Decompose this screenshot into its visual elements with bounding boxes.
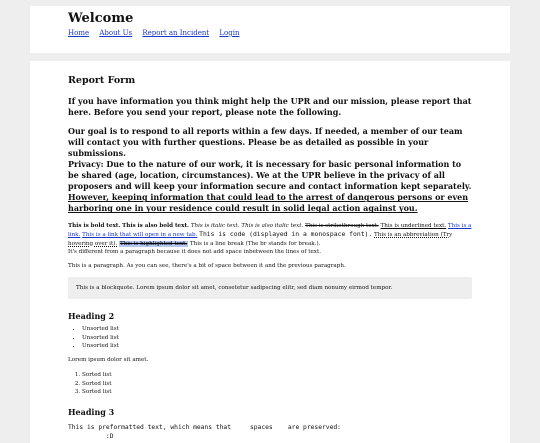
pre-line: :D bbox=[68, 433, 114, 441]
list-item: 2. Sorted list bbox=[82, 380, 472, 389]
goal-text: Our goal is to respond to all reports within a few days. If needed, a member of our team will contact you with further questions. Please be as detailed as possible in your submissions. bbox=[68, 126, 463, 159]
pre-line: This is preformatted text, which means that spaces are preserved: bbox=[68, 423, 341, 431]
also-bold-text: This is also bold text. bbox=[122, 223, 189, 230]
privacy-text: Privacy: Due to the nature of our work, it is necessary for basic personal information to be shared (age, location, circumstances). We at the UPR believe in the privacy of all proposers and will keep your information secure and contact information kept separately. bbox=[68, 159, 472, 192]
list-item: 1. Sorted list bbox=[82, 371, 472, 380]
list-item: • Unsorted list bbox=[82, 325, 472, 334]
report-form-card bbox=[30, 61, 510, 443]
intro-text: If you have information you think might help the UPR and our mission, please report that here. Before you send your report, please note the following. bbox=[68, 96, 472, 118]
lorem-text: Lorem ipsum dolor sit amet. bbox=[68, 356, 149, 363]
unsorted-list bbox=[68, 325, 472, 351]
blockquote: This is a blockquote. Lorem ipsum dolor sit amet, consetetur sadipscing elitr, sed diam nonumy eirmod tempor. bbox=[68, 277, 472, 299]
list-item: • Unsorted list bbox=[82, 342, 472, 351]
after-break-text: It's different from a paragraph because it does not add space inbetween the lines of text. bbox=[68, 248, 321, 255]
heading-2: Heading 2 bbox=[68, 310, 115, 321]
italic-text: This is italic text. bbox=[190, 223, 240, 230]
nav-link-about-us[interactable]: About Us bbox=[99, 29, 133, 37]
nav-link-home[interactable]: Home bbox=[68, 29, 90, 37]
bold-text: This is bold text. bbox=[68, 223, 121, 230]
paragraph-text: This is a paragraph. As you can see, there's a bit of space between it and the previous paragraph. bbox=[68, 262, 346, 269]
nav-link-login[interactable]: Login bbox=[219, 29, 240, 37]
list-item: 3. Sorted list bbox=[82, 388, 472, 397]
also-italic-text: This is also italic text. bbox=[241, 223, 304, 230]
heading-3: Heading 3 bbox=[68, 406, 115, 417]
policy-block bbox=[68, 126, 472, 214]
site-header bbox=[30, 6, 510, 53]
form-title: Report Form bbox=[68, 75, 136, 86]
abbreviation-text: This is an abbreviation (Try hovering over it). bbox=[68, 232, 453, 247]
sorted-list bbox=[68, 371, 472, 397]
code-text: This is code (displayed in a monospace font). bbox=[199, 230, 373, 239]
site-title: Welcome bbox=[68, 11, 134, 26]
demo-link[interactable]: This is a link. bbox=[68, 223, 472, 239]
main-nav bbox=[68, 29, 472, 37]
formatting-demo bbox=[68, 222, 472, 256]
nav-link-report-incident[interactable]: Report an Incident bbox=[142, 29, 210, 37]
legal-warning: However, keeping information that could lead to the arrest of dangerous persons or even harboring one in your residence could result in solid legal action against you. bbox=[68, 192, 469, 214]
highlighted-text: This is highlighted text. bbox=[119, 240, 188, 247]
underlined-text: This is underlined text. bbox=[380, 223, 447, 230]
list-item: • Unsorted list bbox=[82, 334, 472, 343]
preformatted-text bbox=[68, 423, 472, 442]
new-tab-link[interactable]: This is a link that will open in a new tab. bbox=[82, 232, 198, 239]
line-break-text: This is a line break (The br stands for break.). bbox=[189, 240, 321, 247]
strikethrough-text: This is strikethrough text. bbox=[305, 223, 379, 230]
